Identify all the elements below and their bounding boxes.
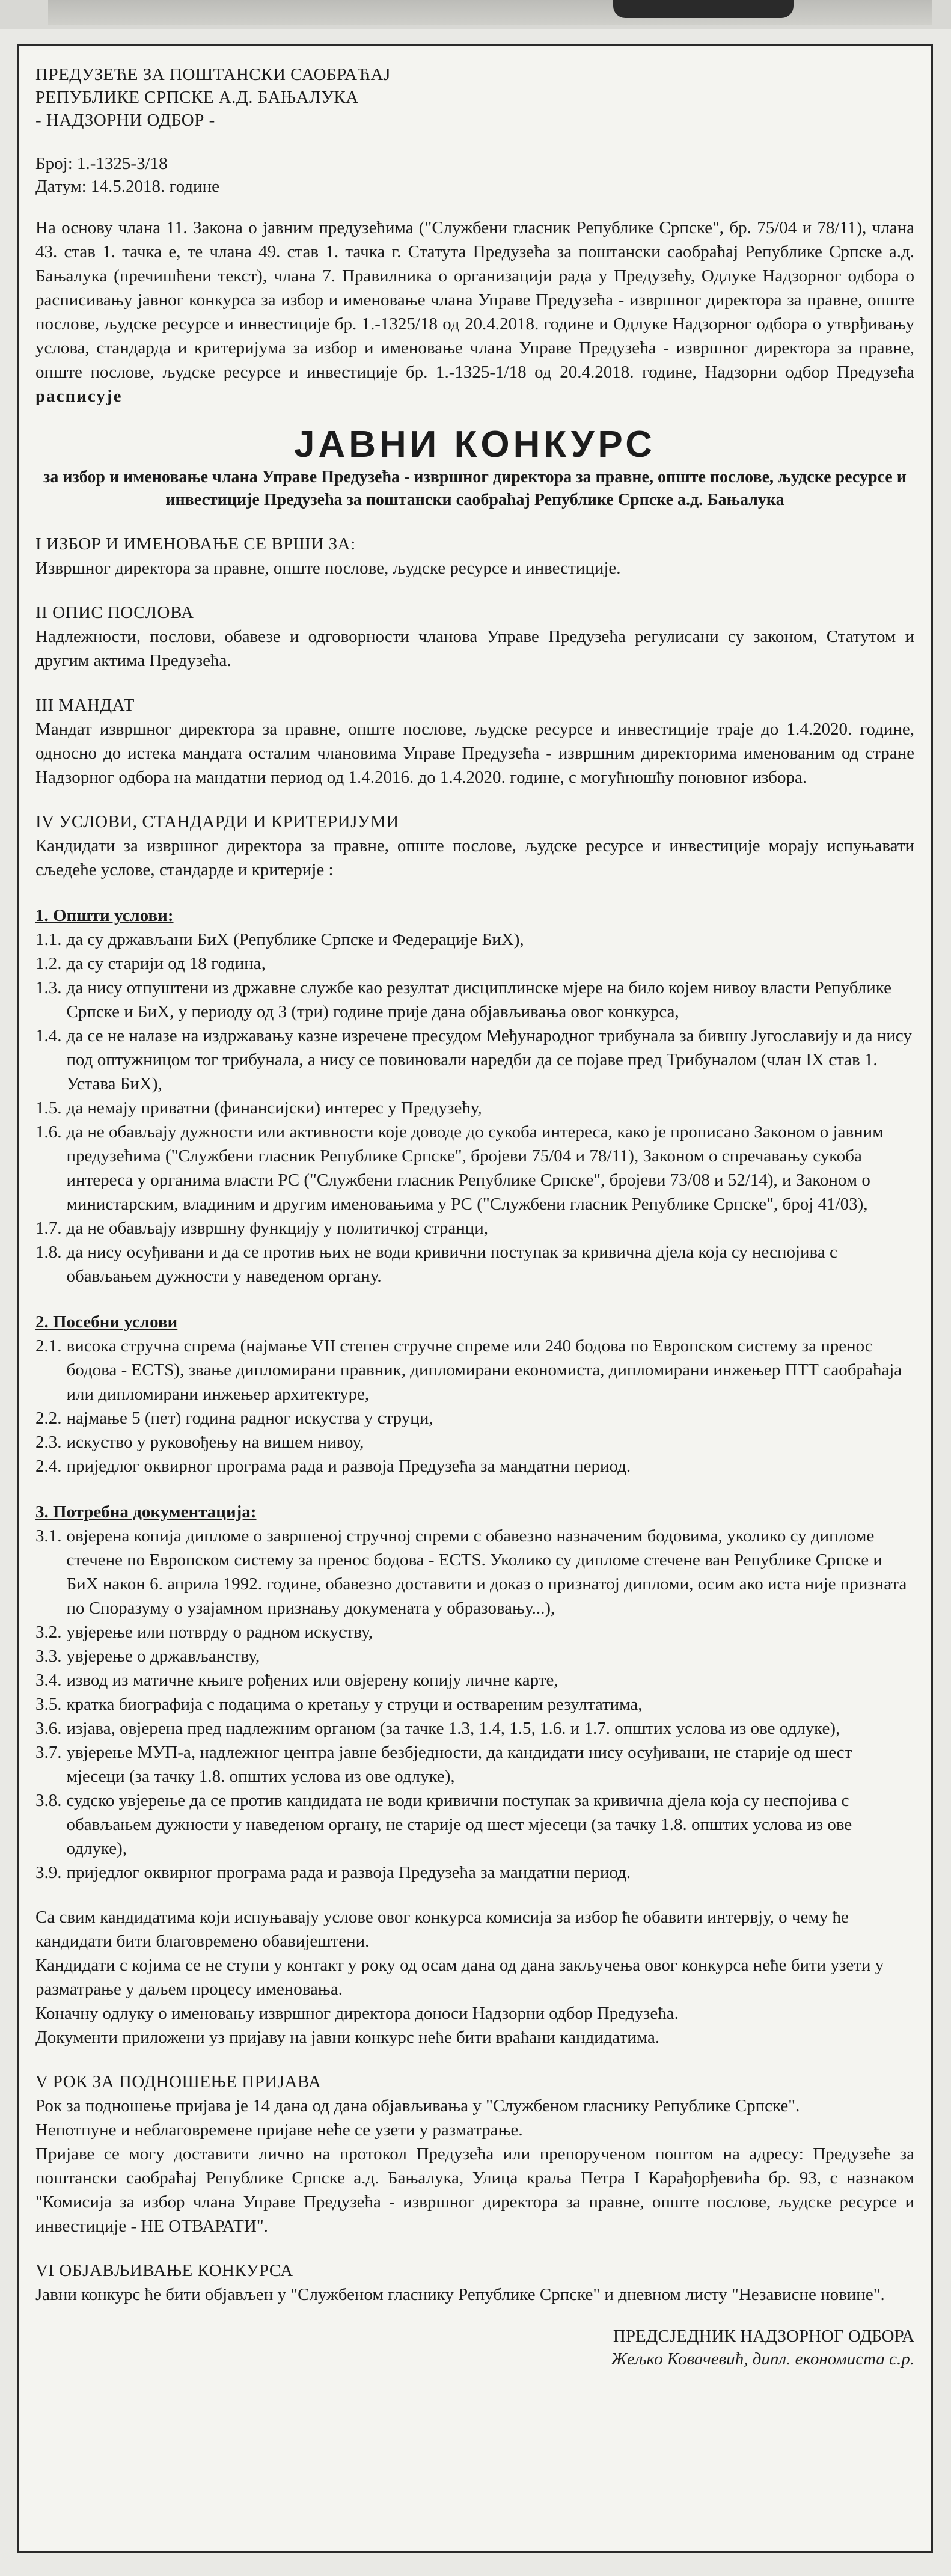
- required-document-item: [35, 1620, 914, 1644]
- section-3-heading: III МАНДАТ: [35, 696, 135, 715]
- required-document-item-number: 3.2.: [35, 1623, 62, 1642]
- general-condition-item-text: да су старији од 18 година,: [66, 954, 266, 973]
- special-conditions-list: [35, 1334, 914, 1478]
- signature-role: ПРЕДСЈЕДНИК НАДЗОРНОГ ОДБОРА: [613, 2327, 914, 2346]
- general-conditions-list: [35, 928, 914, 1288]
- general-condition-item: [35, 1096, 914, 1120]
- general-conditions-heading: 1. Општи услови:: [35, 906, 174, 925]
- general-condition-item: [35, 1120, 914, 1216]
- section-6-heading: VI ОБЈАВЉИВАЊЕ КОНКУРСА: [35, 2261, 293, 2280]
- section-5-line-2: Непотпуне и неблаговремене пријаве неће се узети у разматрање.: [35, 2120, 523, 2140]
- general-condition-item-text: да немају приватни (финансијски) интерес у Предузећу,: [66, 1098, 482, 1118]
- required-document-item: [35, 1644, 914, 1668]
- required-document-item-number: 3.3.: [35, 1647, 62, 1666]
- required-document-item: [35, 1668, 914, 1692]
- general-condition-item-number: 1.1.: [35, 930, 62, 949]
- general-condition-item-number: 1.5.: [35, 1098, 62, 1118]
- general-condition-item: [35, 1024, 914, 1096]
- special-condition-item-text: искуство у руковођењу на вишем нивоу,: [66, 1433, 364, 1452]
- general-condition-item-text: да нису отпуштени из државне службе као резултат дисциплинске мјере на било којем нивоу власти Републике Српске и БиХ, у периоду од 3 (три) године прије дана објављивања овог конкурса,: [66, 978, 892, 1021]
- closing-line-3: Коначну одлуку о именовању извршног директора доноси Надзорни одбор Предузећа.: [35, 2004, 679, 2023]
- closing-block: [35, 1905, 914, 2049]
- special-condition-item-number: 2.1.: [35, 1336, 62, 1356]
- required-document-item-number: 3.5.: [35, 1695, 62, 1714]
- section-2-heading: II ОПИС ПОСЛОВА: [35, 603, 194, 622]
- notice-title: ЈАВНИ КОНКУРС: [294, 424, 656, 465]
- special-condition-item: [35, 1334, 914, 1406]
- general-condition-item: [35, 952, 914, 976]
- required-document-item-number: 3.6.: [35, 1719, 62, 1738]
- general-condition-item-number: 1.4.: [35, 1026, 62, 1045]
- closing-line-1: Са свим кандидатима који испуњавају услове овог конкурса комисија за избор ће обавити интервју, о чему ће кандидати бити благовремено обавијештени.: [35, 1908, 849, 1951]
- required-document-item-text: кратка биографија с подацима о кретању у струци и оствареним резултатима,: [66, 1695, 643, 1714]
- intro-verb: расписује: [35, 387, 123, 406]
- required-document-item-text: овјерена копија дипломе о завршеној стручној спреми с обавезно назначеним бодовима, уколико су дипломе стечене по Европском систему за пренос бодова - ECTS. Уколико су дипломе стечене ван Републике Српске и БиХ након 6. априла 1992. године, обавезно доставити и доказ о признатој дипломи, осим ако иста није призната по Споразуму о узајамном признању докумената у образовању...),: [66, 1526, 907, 1618]
- section-1-heading: I ИЗБОР И ИМЕНОВАЊЕ СЕ ВРШИ ЗА:: [35, 534, 356, 554]
- issuer-line-1: ПРЕДУЗЕЋЕ ЗА ПОШТАНСКИ САОБРАЋАЈ: [35, 65, 391, 84]
- general-condition-item-number: 1.7.: [35, 1219, 62, 1238]
- closing-line-4: Документи приложени уз пријаву на јавни конкурс неће бити враћани кандидатима.: [35, 2028, 660, 2047]
- signature-name: Жељко Ковачевић, дипл. економиста с.р.: [611, 2349, 914, 2369]
- general-condition-item: [35, 976, 914, 1024]
- required-document-item: [35, 1524, 914, 1620]
- closing-line-2: Кандидати с којима се не ступи у контакт у року од осам дана од дана закључења овог конкурса неће бити узети у разматрање у даљем процесу именовања.: [35, 1956, 884, 1999]
- special-condition-item-text: приједлог оквирног програма рада и развоја Предузећа за мандатни период.: [66, 1457, 631, 1476]
- required-document-item: [35, 1788, 914, 1861]
- newspaper-masthead-strip: [0, 0, 951, 29]
- required-document-item-text: судско увјерење да се против кандидата не води кривични поступак за кривична дјела која су неспојива с обављањем дужности у наведеном органу, не старије од шест мјесеци (за тачку 1.8. општих услова из ове одлуке),: [66, 1791, 852, 1858]
- general-condition-item-text: да су држављани БиХ (Републике Српске и Федерације БиХ),: [66, 930, 524, 949]
- required-document-item: [35, 1692, 914, 1716]
- general-condition-item-text: да се не налазе на издржавању казне изречене пресудом Међународног трибунала за бившу Југославију и да нису под оптужницом тог трибунала, а нису се повиновали наредби да се појаве пред Трибуналом (члан IX став 1. Устава БиХ),: [66, 1026, 912, 1094]
- section-4-text: Кандидати за извршног директора за правне, опште послове, људске ресурсе и инвестиције морају испуњавати сљедеће услове, стандарде и критерије :: [35, 836, 914, 880]
- section-6-text: Јавни конкурс ће бити објављен у "Службеном гласнику Републике Српске" и дневном листу "Независне новине".: [35, 2285, 885, 2304]
- issuer-line-2: РЕПУБЛИКЕ СРПСКЕ А.Д. БАЊАЛУКА: [35, 88, 359, 107]
- issuer-line-3: - НАДЗОРНИ ОДБОР -: [35, 111, 215, 130]
- notice-subtitle: за избор и именовање члана Управе Предузећа - извршног директора за правне, опште послове, људске ресурсе и инвестиције Предузећа за поштански саобраћај Републике Српске а.д. Бањалука: [43, 468, 907, 509]
- section-2-text: Надлежности, послови, обавезе и одговорности чланова Управе Предузећа регулисани су законом, Статутом и другим актима Предузећа.: [35, 627, 914, 670]
- special-condition-item: [35, 1430, 914, 1454]
- section-3-text: Мандат извршног директора за правне, опште послове, људске ресурсе и инвестиције траје до 1.4.2020. године, односно до истека мандата осталим члановима Управе Предузећа - извршним директорима именованим од стране Надзорног одбора на мандатни период од 1.4.2016. до 1.4.2020. године, с могућношћу поновног избора.: [35, 720, 914, 787]
- required-document-item: [35, 1740, 914, 1788]
- general-condition-item: [35, 1240, 914, 1288]
- public-notice-body: [35, 63, 914, 2534]
- required-document-item-text: приједлог оквирног програма рада и развоја Предузећа за мандатни период.: [66, 1863, 631, 1882]
- general-condition-item-text: да нису осуђивани и да се против њих не води кривични поступак за кривична дјела која су неспојива с обављањем дужности у наведеном органу.: [66, 1243, 837, 1286]
- general-condition-item-number: 1.6.: [35, 1122, 62, 1142]
- documents-heading: 3. Потребна документација:: [35, 1502, 257, 1522]
- required-document-item-number: 3.8.: [35, 1791, 62, 1810]
- general-condition-item: [35, 928, 914, 952]
- required-document-item-number: 3.1.: [35, 1526, 62, 1546]
- general-condition-item-number: 1.3.: [35, 978, 62, 997]
- section-5-address: Пријаве се могу доставити лично на протокол Предузећа или препорученом поштом на адресу: Предузеће за поштански саобраћај Републике Српске а.д. Бањалука, Улица краља Петра I Карађорђевића бр. 93, с назнаком "Комисија за избор члана Управе Предузећа - извршног директора за правне, опште послове, људске ресурсе и инвестиције - НЕ ОТВАРАТИ".: [35, 2144, 914, 2236]
- required-document-item-text: извод из матичне књиге рођених или овјерену копију личне карте,: [66, 1671, 558, 1690]
- masthead-logo-fragment: [613, 0, 794, 18]
- special-condition-item-number: 2.3.: [35, 1433, 62, 1452]
- special-condition-item-number: 2.2.: [35, 1409, 62, 1428]
- required-document-item-number: 3.7.: [35, 1743, 62, 1762]
- general-condition-item-text: да не обављају дужности или активности које доводе до сукоба интереса, како је прописано Законом о јавним предузећима ("Службени гласник Републике Српске", бројеви 75/04 и 78/11), Законом о спречавању сукоба интереса у органима власти РС ("Службени гласник Републике Српске", бројеви 73/08 и 52/14), и Законом о министарским, владиним и другим именовањима у РС ("Службени гласник Републике Српске", број 41/03),: [66, 1122, 884, 1214]
- issuer-block: [35, 63, 914, 132]
- general-condition-item-text: да не обављају извршну функцију у политичкој странци,: [66, 1219, 489, 1238]
- general-condition-item: [35, 1216, 914, 1240]
- special-condition-item-text: најмање 5 (пет) година радног искуства у струци,: [66, 1409, 433, 1428]
- public-notice-frame: [17, 44, 933, 2553]
- required-document-item-text: увјерење МУП-а, надлежног центра јавне безбједности, да кандидати нису осуђивани, не старије од шест мјесеци (за тачку 1.8. општих услова из ове одлуке),: [66, 1743, 852, 1786]
- intro-text: На основу члана 11. Закона о јавним предузећима ("Службени гласник Републике Српске", бр. 75/04 и 78/11), члана 43. став 1. тачка е, те члана 49. став 1. тачка г. Статута Предузећа за поштански саобраћај Републике Српске а.д. Бањалука (пречишћени текст), члана 7. Правилника о организацији рада у Предузећу, Одлуке Надзорног одбора о расписивању јавног конкурса за избор и именовање члана Управе Предузећа - извршног директора за правне, опште послове, људске ресурсе и инвестиције бр. 1.-1325/18 од 20.4.2018. године и Одлуке Надзорног одбора о утврђивању услова, стандарда и критеријума за избор и именовање члана Управе Предузећа - извршног директора за правне, опште послове, људске ресурсе и инвестиције бр. 1.-1325-1/18 од 20.4.2018. године, Надзорни одбор Предузећа: [35, 218, 914, 382]
- special-condition-item: [35, 1406, 914, 1430]
- reference-block: [35, 152, 914, 198]
- required-document-item: [35, 1861, 914, 1885]
- special-condition-item: [35, 1454, 914, 1478]
- special-condition-item-number: 2.4.: [35, 1457, 62, 1476]
- section-1-text: Извршног директора за правне, опште послове, људске ресурсе и инвестиције.: [35, 558, 621, 578]
- required-document-item-text: увјерење о држављанству,: [66, 1647, 260, 1666]
- required-document-item-text: увјерење или потврду о радном искуству,: [66, 1623, 373, 1642]
- special-conditions-heading: 2. Посебни услови: [35, 1312, 178, 1332]
- required-document-item-number: 3.4.: [35, 1671, 62, 1690]
- documents-list: [35, 1524, 914, 1885]
- section-5-heading: V РОК ЗА ПОДНОШЕЊЕ ПРИЈАВА: [35, 2072, 322, 2091]
- required-document-item-number: 3.9.: [35, 1863, 62, 1882]
- special-condition-item-text: висока стручна спрема (најмање VII степен стручне спреме или 240 бодова по Европском систему за пренос бодова - ECTS), звање дипломирани правник, дипломирани економиста, дипломирани инжењер ПТТ саобраћаја или дипломирани инжењер архитектуре,: [66, 1336, 902, 1404]
- signature-block: [35, 2325, 914, 2370]
- masthead-band: [48, 0, 932, 25]
- required-document-item-text: изјава, овјерена пред надлежним органом (за тачке 1.3, 1.4, 1.5, 1.6. и 1.7. општих услова из ове одлуке),: [66, 1719, 840, 1738]
- reference-date: Датум: 14.5.2018. године: [35, 177, 219, 196]
- general-condition-item-number: 1.2.: [35, 954, 62, 973]
- section-4-heading: IV УСЛОВИ, СТАНДАРДИ И КРИТЕРИЈУМИ: [35, 812, 399, 831]
- general-condition-item-number: 1.8.: [35, 1243, 62, 1262]
- reference-number: Број: 1.-1325-3/18: [35, 154, 168, 173]
- required-document-item: [35, 1716, 914, 1740]
- section-5-line-1: Рок за подношење пријава је 14 дана од дана објављивања у "Службеном гласнику Републике Српске".: [35, 2096, 800, 2116]
- intro-paragraph: [35, 216, 914, 408]
